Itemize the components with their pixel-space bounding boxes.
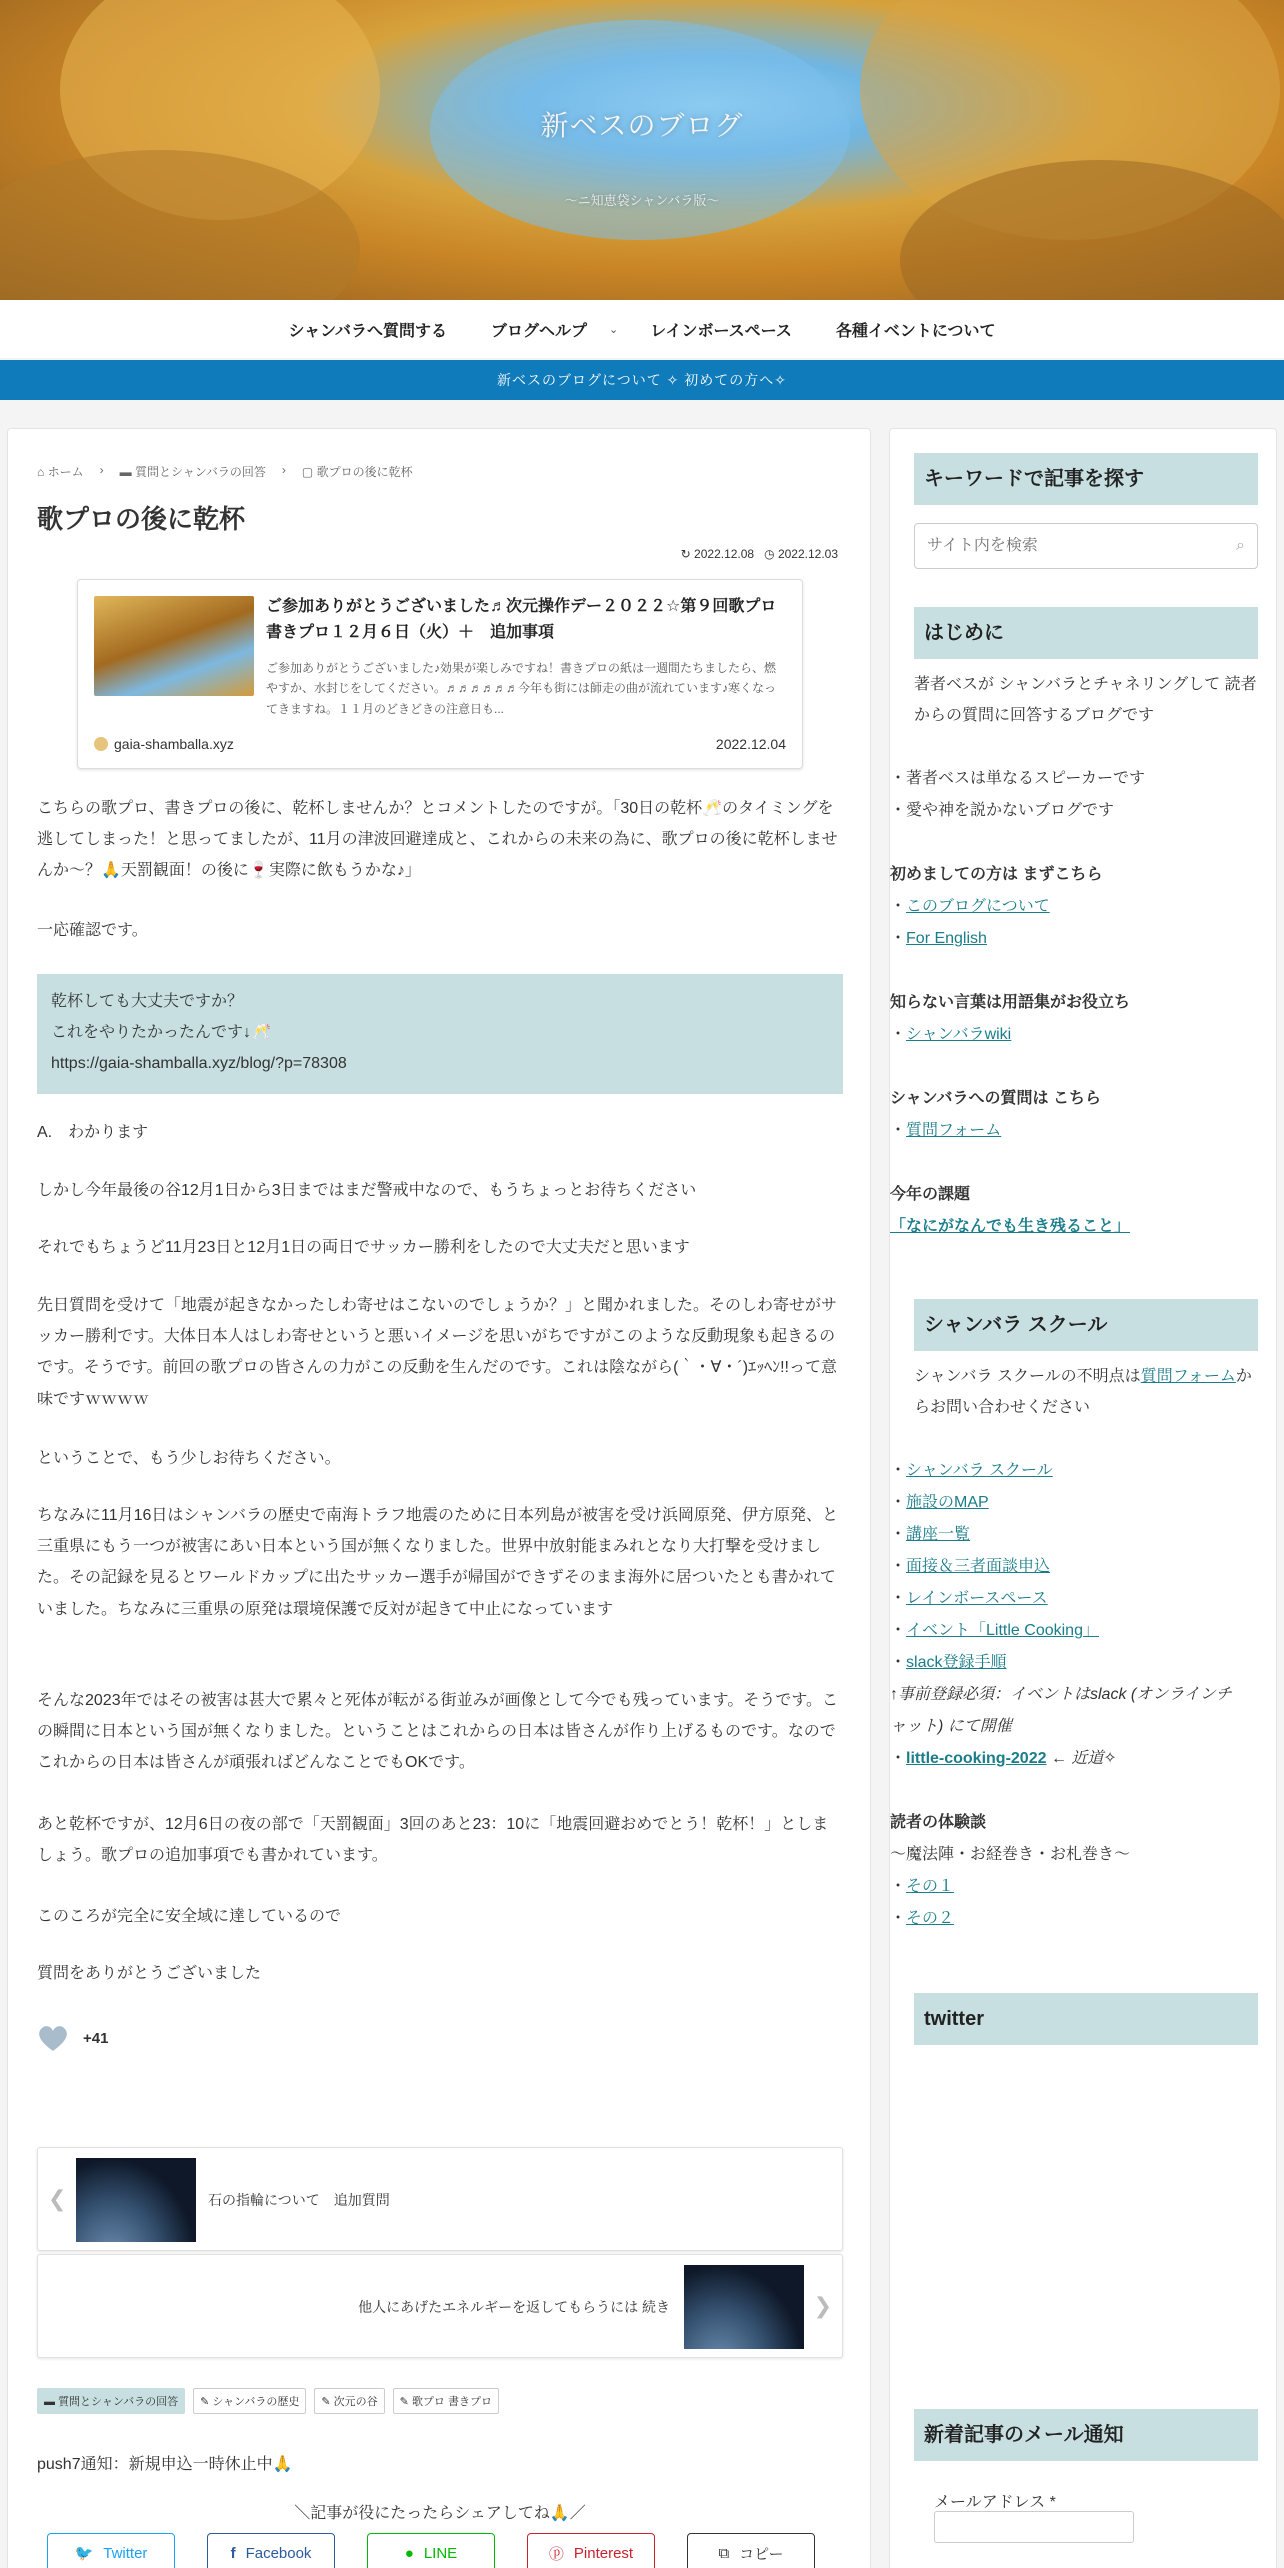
intro-text: 著者ベスが シャンバラとチャネリングして 読者からの質問に回答するブログです (914, 676, 1257, 725)
intro-heading: シャンバラへの質問は こちら (890, 1090, 1102, 1107)
published-date: ◷ 2022.12.03 (764, 547, 838, 561)
blog-card[interactable] (77, 579, 803, 769)
paragraph: ちなみに11月16日はシャンバラの歴史で南海トラフ地震のために日本列島が被害を受け浜岡原発、伊方原発、と三重県にもう一つが被害にあい日本という国が無くなりました。世界中放射能まみれとなり大打撃を受けました。その記録を見るとワールドカップに出たサッカー選手が帰国ができずそのまま海外に居ついたとも書かれていました。ちなみに三重県の原発は環境保護で反対が起きて中止になっています (37, 1507, 838, 1618)
intro-bullet: ・著者ベスは単なるスピーカーです (890, 770, 1146, 787)
interview-link[interactable]: 面接＆三者面談申込 (906, 1558, 1051, 1575)
wiki-link[interactable]: シャンバラwiki (906, 1026, 1012, 1043)
school-link-row: ・シャンバラ スクール (890, 1462, 1053, 1479)
school-widget (914, 1299, 1258, 1423)
page-title: 歌プロの後に乾杯 (37, 504, 246, 534)
paragraph: しかし今年最後の谷12月1日から3日まではまだ警戒中なので、もうちょっとお待ちください (37, 1182, 697, 1199)
quote-link[interactable]: https://gaia-shamballa.xyz/blog/?p=78308 (51, 1055, 347, 1073)
paragraph: それでもちょうど11月23日と12月1日の両日でサッカー勝利をしたので大丈夫だと思います (37, 1239, 690, 1256)
updated-date: ↻ 2022.12.08 (680, 547, 755, 561)
blog-card-snippet: ご参加ありがとうございました♪効果が楽しみですね！書きプロの紙は一週間たちましたら、燃やすか、水封じをしてください。♬♬♬♬♬♬今年も街には師走の曲が流れています♪寒くなってきますね。１１月のどきどきの注意日も... (266, 661, 777, 716)
like-widget[interactable] (37, 2023, 108, 2053)
nav-item-help[interactable] (469, 318, 609, 341)
share-copy-button[interactable]: ⧉ コピー (687, 2533, 815, 2568)
nav-item-question[interactable]: シャンバラへ質問する (288, 322, 448, 340)
chevron-right-icon: ❯ (813, 2293, 832, 2318)
like-count: +41 (83, 2029, 109, 2047)
school-link-row: ・面接＆三者面談申込 (890, 1558, 1051, 1575)
search-box[interactable] (914, 523, 1258, 569)
tag-item[interactable]: ✎ 歌プロ 書きプロ (393, 2388, 499, 2414)
experience-sub: 〜魔法陣・お経巻き・お札巻き〜 (890, 1846, 1131, 1863)
intro-link-row: ・For English (890, 930, 987, 947)
school-link-row: ・slack登録手順 (890, 1654, 1007, 1671)
experience-link-row: ・その２ (890, 1910, 955, 1927)
home-icon: ⌂ (37, 465, 45, 479)
little-cooking-link[interactable]: イベント「Little Cooking」 (906, 1622, 1099, 1639)
question-form-link[interactable]: 質問フォーム (906, 1122, 1002, 1139)
intro-link-row: ・質問フォーム (890, 1122, 1002, 1139)
global-nav (0, 300, 1284, 358)
copy-icon: ⧉ (718, 2544, 730, 2562)
header-banner (0, 0, 1284, 300)
nav-item-rainbow[interactable]: レインボースペース (650, 322, 792, 340)
folder-icon: ▬ (119, 465, 132, 479)
breadcrumb-separator: › (99, 463, 104, 477)
paragraph: 一応確認です。 (37, 922, 148, 939)
share-facebook-button[interactable]: f Facebook (207, 2533, 335, 2568)
tag-list (37, 2388, 499, 2414)
favicon-icon (94, 737, 108, 751)
experience-link-1[interactable]: その１ (906, 1878, 955, 1895)
mail-widget (914, 2409, 1258, 2461)
tag-item[interactable]: ✎ 次元の谷 (314, 2388, 384, 2414)
experience-link-row: ・その１ (890, 1878, 955, 1895)
paragraph: あと乾杯ですが、12月6日の夜の部で「天罰観面」3回のあと23：10に「地震回避おめでとう！乾杯！」としましょう。歌プロの追加事項でも書かれています。 (37, 1816, 829, 1865)
share-buttons (47, 2533, 815, 2568)
heart-icon (37, 2023, 69, 2053)
share-pinterest-button[interactable]: ⓟ Pinterest (527, 2533, 655, 2568)
site-title[interactable]: 新ベスのブログ (540, 110, 744, 141)
answer-line: A. わかります (37, 1124, 149, 1141)
paragraph: こちらの歌プロ、書きプロの後に、乾杯しませんか？とコメントしたのですが。「30日の乾杯🥂のタイミングを逃してしまった！と思ってましたが、11月の津波回避達成と、これからの未来の為に、歌プロの後に乾杯しませんか〜？🙏天罰観面！の後に🍷実際に飲もうかな♪」 (37, 800, 838, 880)
school-note: ↑事前登録必須：イベントはslack (オンラインチャット) にて開催 (890, 1686, 1232, 1735)
site-tagline: 〜ニ知恵袋シャンバラ版〜 (564, 193, 720, 208)
widget-title: twitter (914, 1993, 1258, 2045)
chevron-left-icon: ❮ (48, 2186, 67, 2211)
breadcrumb-separator: › (281, 463, 286, 477)
school-link-row: ・施設のMAP (890, 1494, 989, 1511)
slack-guide-link[interactable]: slack登録手順 (906, 1654, 1007, 1671)
email-field[interactable] (934, 2511, 1134, 2543)
widget-title: シャンバラ スクール (914, 1299, 1258, 1351)
quote-box (37, 974, 843, 1094)
school-link-row: ・レインボースペース (890, 1590, 1048, 1607)
notice-bar[interactable]: 新ベスのブログについて ✧ 初めての方へ✧ (0, 360, 1284, 400)
intro-link-row (890, 1211, 1234, 1243)
quote-line: これをやりたかったんです↓🥂 (51, 1024, 271, 1042)
widget-title: 新着記事のメール通知 (914, 2409, 1258, 2461)
main-content (7, 428, 871, 2568)
next-post-link[interactable] (37, 2254, 843, 2358)
next-post-title: 他人にあげたエネルギーを返してもらうには 続き (358, 2299, 670, 2315)
experience-heading: 読者の体験談 (890, 1814, 987, 1831)
refresh-icon: ↻ (680, 547, 691, 561)
experience-link-2[interactable]: その２ (906, 1910, 955, 1927)
course-list-link[interactable]: 講座一覧 (906, 1526, 971, 1543)
blog-card-title: ご参加ありがとうございました♬次元操作デー２０２２☆第９回歌プロ書きプロ１２月６日（火）＋ 追加事項 (266, 598, 777, 641)
school-text: シャンバラ スクールの不明点は質問フォームからお問い合わせください (914, 1368, 1252, 1417)
line-icon: ● (404, 2544, 414, 2562)
paragraph: このころが完全に安全域に達しているので (37, 1908, 342, 1925)
chevron-down-icon[interactable]: ⌄ (609, 323, 619, 336)
tag-item[interactable]: ▬ 質問とシャンバラの回答 (37, 2388, 185, 2414)
widget-title: キーワードで記事を探す (914, 453, 1258, 505)
paragraph: 質問をありがとうございました (37, 1965, 262, 1982)
intro-link-row: ・このブログについて (890, 898, 1050, 915)
twitter-icon: 🐦 (74, 2545, 94, 2562)
prev-post-link[interactable] (37, 2147, 843, 2251)
tag-item[interactable]: ✎ シャンバラの歴史 (193, 2388, 306, 2414)
school-question-form-link[interactable]: 質問フォーム (1140, 1368, 1236, 1385)
blog-card-site: gaia-shamballa.xyz (94, 736, 234, 752)
theme-link[interactable]: 「なにがなんでも生き残ること」 (890, 1218, 1131, 1235)
blog-card-thumbnail (94, 596, 254, 696)
mail-label: メールアドレス * (934, 2494, 1056, 2511)
breadcrumb-category[interactable]: ▬ 質問とシャンバラの回答 (119, 465, 266, 479)
english-link[interactable]: For English (906, 930, 987, 947)
intro-widget (914, 607, 1258, 731)
breadcrumb (37, 463, 413, 480)
post-dates (681, 547, 838, 561)
paragraph: ということで、もう少しお待ちください。 (37, 1450, 341, 1467)
clock-icon: ◷ (764, 547, 775, 561)
search-icon[interactable]: ⌕ (1236, 537, 1245, 554)
about-blog-link[interactable]: このブログについて (906, 898, 1050, 915)
blog-card-date: 2022.12.04 (715, 736, 786, 752)
school-link[interactable]: シャンバラ スクール (906, 1462, 1053, 1479)
widget-title: はじめに (914, 607, 1258, 659)
breadcrumb-current: ▢ 歌プロの後に乾杯 (301, 465, 413, 479)
sidebar (889, 428, 1277, 2568)
share-lead: ＼記事が役にたったらシェアしてね🙏／ (294, 2505, 586, 2522)
paragraph: 先日質問を受けて「地震が起きなかったしわ寄せはこないのでしょうか？」と聞かれました。そのしわ寄せがサッカー勝利です。大体日本人はしわ寄せというと悪いイメージを思いがちですがこのような反動現象も起きるのです。そうです。前回の歌プロの皆さんの力がこの反動を生んだのです。これは陰ながら(｀・∀・´)ｴｯﾍﾝ!!って意味ですｗｗｗｗ (37, 1297, 838, 1408)
paragraph: そんな2023年ではその被害は甚大で累々と死体が転がる街並みが画像として今でも残っています。そうです。この瞬間に日本という国が無くなりました。ということはこれからの日本は皆さんが作り上げるものです。なのでこれからの日本は皆さんが頑張ればどんなことでもOKです。 (37, 1692, 839, 1772)
share-line-button[interactable]: ● LINE (367, 2533, 495, 2568)
file-icon: ▢ (301, 465, 314, 479)
share-twitter-button[interactable]: 🐦 Twitter (47, 2533, 175, 2568)
intro-bullet: ・愛や神を説かないブログです (890, 802, 1115, 819)
rainbow-space-link[interactable]: レインボースペース (906, 1590, 1048, 1607)
school-link-row: ・イベント「Little Cooking」 (890, 1622, 1099, 1639)
school-link-row: ・little-cooking-2022 ← 近道✧ (890, 1750, 1117, 1767)
intro-heading: 今年の課題 (890, 1186, 971, 1203)
intro-heading: 知らない言葉は用語集がお役立ち (890, 994, 1131, 1011)
nav-item-events[interactable]: 各種イベントについて (835, 322, 996, 340)
facebook-icon: f (230, 2544, 236, 2562)
pinterest-icon: ⓟ (548, 2545, 564, 2563)
intro-link-row: ・シャンバラwiki (890, 1026, 1012, 1043)
prev-post-thumbnail (76, 2158, 196, 2242)
search-widget (914, 453, 1258, 505)
twitter-widget (914, 1993, 1258, 2045)
next-post-thumbnail (684, 2265, 804, 2349)
quote-line: 乾杯しても大丈夫ですか？ (51, 993, 244, 1010)
facility-map-link[interactable]: 施設のMAP (906, 1494, 989, 1511)
search-input[interactable] (927, 537, 1217, 555)
breadcrumb-home[interactable]: ⌂ ホーム (37, 465, 84, 479)
nav-item-help-label: ブログヘルプ (491, 322, 588, 340)
little-cooking-2022-link[interactable]: little-cooking-2022 (906, 1750, 1047, 1767)
intro-heading: 初めましての方は まずこちら (890, 866, 1103, 883)
prev-post-title: 石の指輪について 追加質問 (208, 2192, 390, 2208)
school-link-row: ・講座一覧 (890, 1526, 971, 1543)
push-notice: push7通知：新規申込一時休止中🙏 (37, 2456, 293, 2473)
